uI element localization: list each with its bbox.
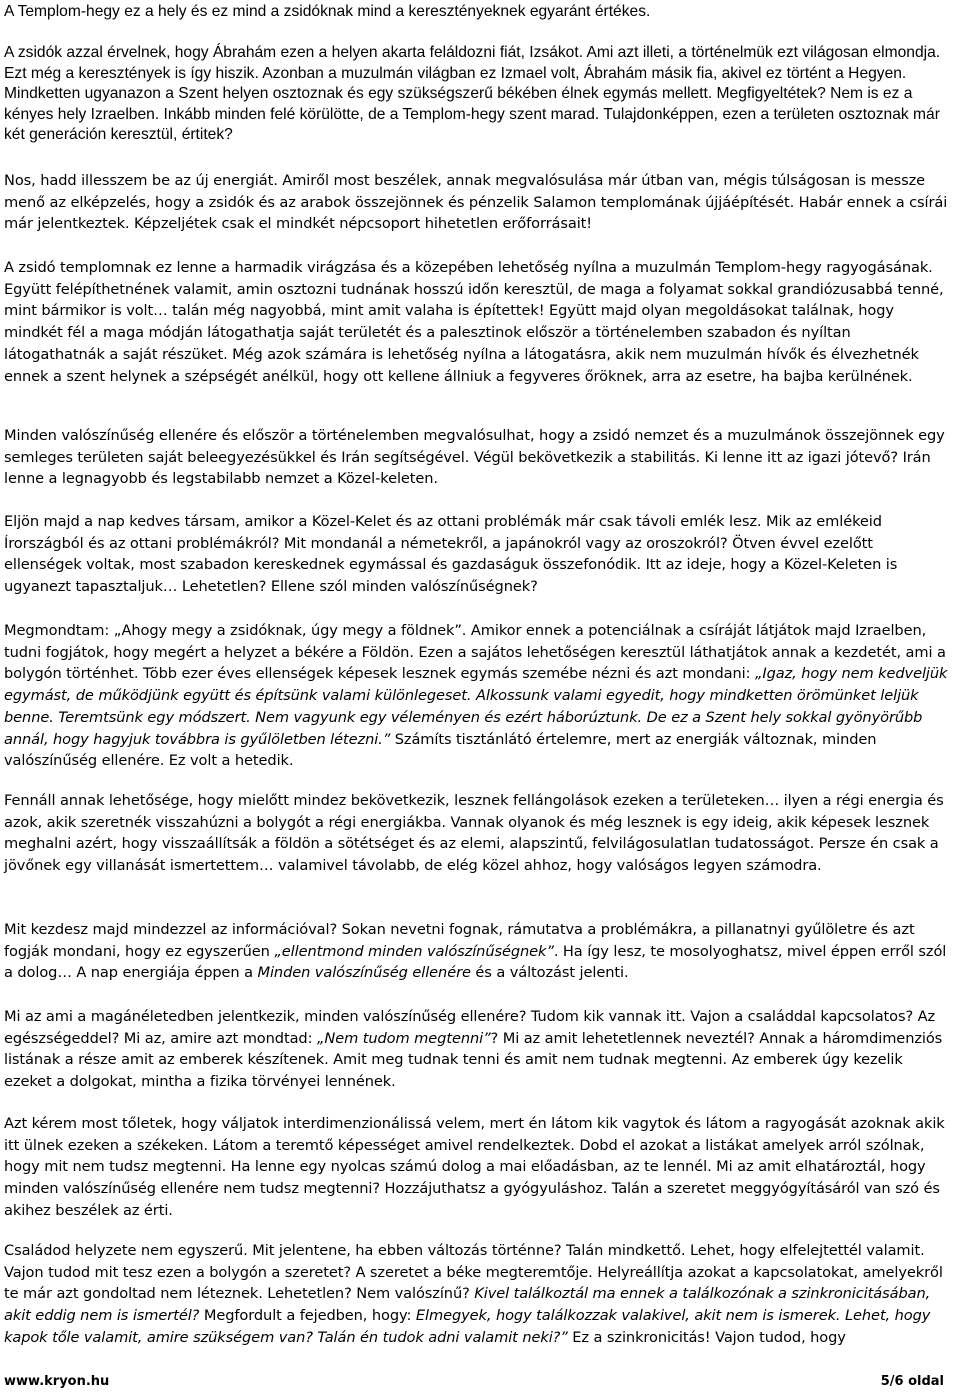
paragraph-text: Mi az ami a magánéletedben jelentkezik, minden valószínűség ellenére? Tudom kik vannak itt. Vajon a családdal kapcsolatos? Az egészségeddel? Mi az, amire azt mondtad: <box>4 1008 936 1047</box>
italic-quote: Elmegyek, hogy találkozzak valakivel, akit nem is ismerek. Lehet, hogy kapok tőle valamit, amire szükségem van? Talán én tudok adni valamit neki?” <box>4 1307 931 1346</box>
paragraph-text: Megmondtam: „Ahogy megy a zsidóknak, úgy megy a földnek”. Amikor ennek a potenciálnak a csíráját látjátok majd Izraelben, tudni fogjátok, hogy megért a helyzet a békére a Földön. Ezen a sajátos lehetőségen keresztül láthatjátok annak a kezdetét, ami a bolygón történhet. Több ezer éves ellenségek képesek lesznek egymás szemébe nézni és azt mondani: <box>4 622 946 683</box>
paragraph-text: Ez a szinkronicitás! Vajon tudod, hogy <box>567 1328 846 1346</box>
paragraph <box>4 511 954 598</box>
paragraph-text: A zsidók azzal érvelnek, hogy Ábrahám ezen a helyen akarta feláldozni fiát, Izsákot. Ami azt illeti, a történelmük ezt világosan elmondja. Ezt még a keresztények is így hiszik. Azonban a muzulmán világban ez Izmael volt, Ábrahám másik fia, akivel ez történt a Hegyen. Mindketten ugyanazon a Szent helyen osztoznak és egy szükségszerű békében élnek egymás mellett. Megfigyeltétek? Nem is ez a kényes hely Izraelben. Inkább minden felé körülötte, de a Templom-hegy szent marad. Tulajdonképpen, ezen a területen osztoznak már két generáción keresztül, értitek? <box>4 44 941 143</box>
paragraph <box>4 257 954 387</box>
paragraph <box>4 1006 954 1093</box>
paragraph <box>4 2 954 23</box>
italic-quote: Kivel találkoztál ma ennek a találkozónak a szinkronicitásában, akit eddig nem is ismertél? <box>4 1285 931 1325</box>
paragraph-text: Fennáll annak lehetősége, hogy mielőtt mindez bekövetkezik, lesznek fellángolások ezeken a területeken… ilyen a régi energia és azok, akik szeretnék visszahúzni a bolygót a régi energiákba. Vannak olyanok és még lesznek is egy ideig, akik képesek lesznek meghalni azért, hogy visszaállítsák a földön a sötétséget és az elemi, alapszintű, felvilágosulatlan tudatosságot. Persze én csak a jövőnek egy villanását ismertettem… valamivel távolabb, de elég közel ahhoz, hogy valóságos legyen számodra. <box>4 792 944 875</box>
paragraph <box>4 919 954 984</box>
paragraph <box>4 790 954 877</box>
paragraph <box>4 1240 954 1349</box>
paragraph <box>4 425 954 490</box>
italic-quote: „ellentmond minden valószínűségnek” <box>274 942 554 960</box>
paragraph <box>4 620 954 772</box>
paragraph <box>4 170 954 235</box>
paragraph-text: Eljön majd a nap kedves társam, amikor a Közel-Kelet és az ottani problémák már csak távoli emlék lesz. Mik az emlékeid Írországból és az ottani problémákról? Mit mondanál a németekről, a japánokról vagy az oroszokról? Ötven évvel ezelőtt ellenségek voltak, most szabadon kereskednek egymással és gazdaságuk összefonódik. Itt az ideje, hogy a Közel-Keleten is ugyanezt tapasztaljuk… Lehetetlen? Ellene szól minden valószínűségnek? <box>4 513 898 596</box>
italic-quote: „Igaz, hogy nem kedveljük egymást, de működjünk együtt és építsünk valami különlegeset. Alkossunk valami egyedit, hogy mindketten örömünket leljük benne. Teremtsünk egy módszert. Nem vagyunk egy véleményen és ezért háborúztunk. De ez a Szent hely sokkal gyönyörűbb annál, hogy hagyjuk továbbra is gyűlöletben létezni.” <box>4 665 948 748</box>
paragraph-text: és a változást jelenti. <box>470 964 629 982</box>
paragraph-text: Családod helyzete nem egyszerű. Mit jelentene, ha ebben változás történne? Talán mindkettő. Lehet, hogy elfelejtettél valamit. Vajon tudod mit tesz ezen a bolygón a szeretet? A szeretet a béke megteremtője. Helyreállítja azokat a kapcsolatokat, amelyekről te már azt gondoltad nem léteznek. Lehetetlen? Nem valószínű? <box>4 1242 943 1303</box>
paragraph-text: Nos, hadd illesszem be az új energiát. Amiről most beszélek, annak megvalósulása már útban van, mégis túlságosan is messze menő az elképzelés, hogy a zsidók és az arabok összejönnek és pénzelik Salamon templomának újjáépítését. Habár ennek a csírái már jelentkeztek. Képzeljétek csak el mindkét népcsoport hihetetlen erőforrásait! <box>4 172 948 233</box>
footer-page-number: 5/6 oldal <box>880 1374 944 1389</box>
paragraph-text: A zsidó templomnak ez lenne a harmadik virágzása és a közepében lehetőség nyílna a muzulmán Templom-hegy ragyogásának. Együtt felépíthetnének valamit, amin osztozni tudnának hosszú időn keresztül, de maga a folyamat sokkal grandiózusabbá tenné, mint bármikor is volt… talán még nagyobbá, mint amit valaha is építettek! Együtt majd olyan megoldásokat találnak, hogy mindkét fél a maga módján látogathatja saját területét és a palesztinok először a történelemben szabadon és nyíltan látogathatnák a saját részüket. Még azok számára is lehetőség nyílna a látogatásra, akik nem muzulmán hívők és élvezhetnék ennek a szent helynek a szépségét anélkül, hogy ott kellene állniuk a fegyveres őröknek, arra az esetre, ha bajba kerülnének. <box>4 259 944 385</box>
paragraph <box>4 1113 954 1222</box>
paragraph-text: Mit kezdesz majd mindezzel az információval? Sokan nevetni fognak, rámutatva a problémákra, a pillanatnyi gyűlöletre és azt fogják mondani, hogy ez egyszerűen <box>4 921 915 960</box>
footer-site-link[interactable]: www.kryon.hu <box>4 1374 110 1389</box>
italic-quote: Minden valószínűség ellenére <box>257 964 471 982</box>
paragraph-text: . Ha így lesz, te mosolyoghatsz, mivel éppen erről szól a dolog… A nap energiája éppen a <box>4 942 947 982</box>
paragraph-text: Számíts tisztánlátó értelemre, mert az energiák változnak, minden valószínűség ellenére. Ez volt a hetedik. <box>4 730 877 770</box>
paragraph-text: Minden valószínűség ellenére és először a történelemben megvalósulhat, hogy a zsidó nemzet és a muzulmánok összejönnek egy semleges területen saját beleegyezésükkel és Irán segítségével. Végül bekövetkezik a stabilitás. Ki lenne itt az igazi jótevő? Irán lenne a legnagyobb és legstabilabb nemzet a Közel-keleten. <box>4 427 945 488</box>
paragraph-text: Megfordult a fejedben, hogy: <box>199 1307 416 1325</box>
italic-quote: „Nem tudom megtenni” <box>316 1029 491 1047</box>
paragraph <box>4 43 954 146</box>
paragraph-text: A Templom-hegy ez a hely és ez mind a zsidóknak mind a keresztényeknek egyaránt értékes. <box>4 3 651 20</box>
paragraph-text: Azt kérem most tőletek, hogy váljatok interdimenzionálissá velem, mert én látom kik vagytok és látom a ragyogását azoknak akik itt ülnek ezeken a székeken. Látom a teremtő képességet amivel rendelkeztek. Dobd el azokat a listákat amelyek arról szólnak, hogy mit nem tudsz megtenni. Ha lenne egy nyolcas számú dolog a mai előadásban, az te lennél. Mi az amit elhatároztál, hogy minden valószínűség ellenére nem tudsz megtenni? Hozzájuthatsz a gyógyuláshoz. Talán a szeretet meggyógyításáról van szó és akihez beszélek az érti. <box>4 1115 945 1219</box>
paragraph-text: ? Mi az amit lehetetlennek neveztél? Annak a háromdimenziós listának a része amit az emberek készítenek. Amit meg tudnak tenni és amit nem tudnak megtenni. Az emberek úgy kezelik ezeket a dolgokat, mintha a fizika törvényei lennének. <box>4 1029 943 1091</box>
